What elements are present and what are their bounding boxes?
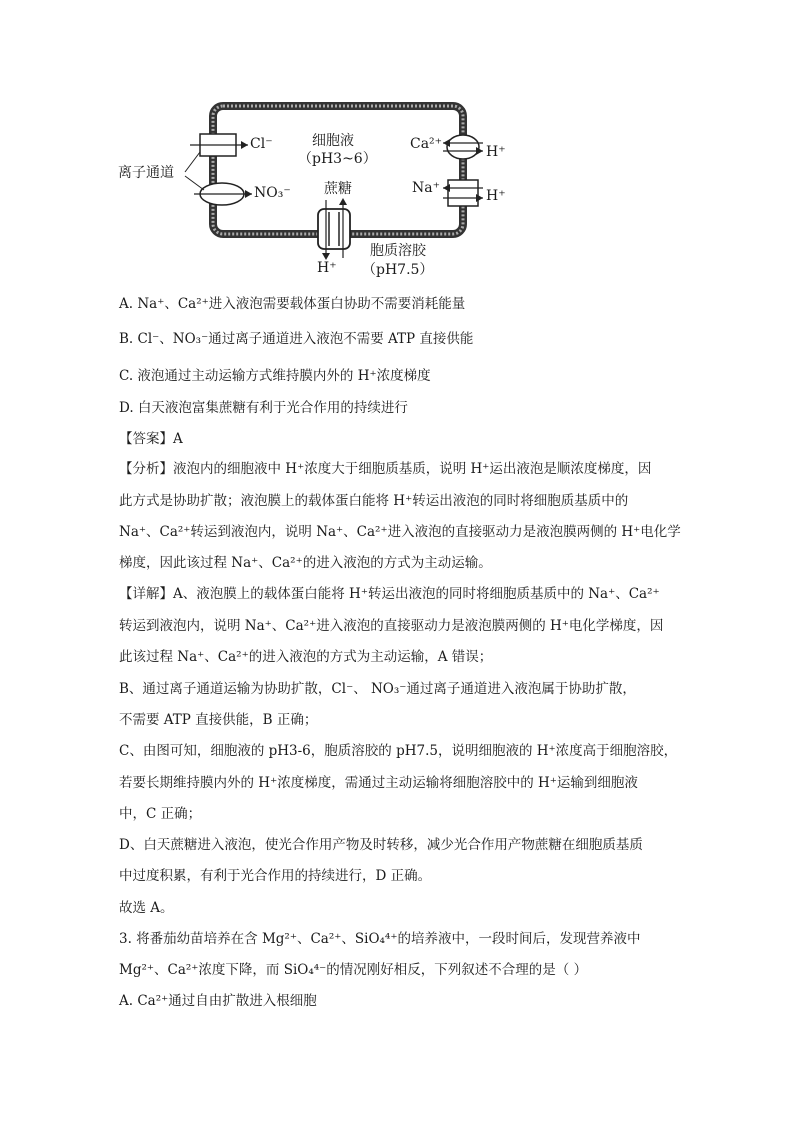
vacuole-transport-diagram: [100, 92, 540, 282]
option-c: C. 液泡通过主动运输方式维持膜内外的 H⁺浓度梯度: [119, 368, 431, 384]
detail-line: 故选 A。: [119, 900, 174, 916]
sucrose-h-transporter: [318, 198, 350, 260]
cytosol-label: 胞质溶胶: [370, 243, 426, 259]
analysis-line: 梯度，因此该过程 Na⁺、Ca²⁺的进入液泡的方式为主动运输。: [119, 555, 492, 571]
cl-ion-label: Cl⁻: [250, 136, 273, 152]
sucrose-label: 蔗糖: [324, 181, 352, 197]
detail-line: 中，C 正确；: [119, 806, 202, 822]
option-b: B. Cl⁻、NO₃⁻通过离子通道进入液泡不需要 ATP 直接供能: [119, 331, 474, 347]
h-ion-label-top: H⁺: [486, 144, 506, 160]
no3-ion-label: NO₃⁻: [254, 185, 291, 201]
question-3-stem: 3. 将番茄幼苗培养在含 Mg²⁺、Ca²⁺、SiO₄⁴⁺的培养液中，一段时间后，发现营养液中: [119, 931, 641, 947]
detail-line: 中过度积累，有利于光合作用的持续进行，D 正确。: [119, 868, 432, 884]
no3-channel: [194, 183, 252, 205]
detail-line: 【详解】A、液泡膜上的载体蛋白能将 H⁺转运出液泡的同时将细胞质基质中的 Na⁺、Ca²⁺: [119, 586, 660, 602]
answer-line: 【答案】A: [119, 431, 183, 447]
cell-sap-label: 细胞液: [312, 133, 354, 149]
cell-sap-ph-label: （pH3~6）: [298, 151, 377, 167]
question-3-stem: Mg²⁺、Ca²⁺浓度下降，而 SiO₄⁴⁻的情况刚好相反，下列叙述不合理的是（ ）: [119, 962, 588, 978]
detail-line: 此该过程 Na⁺、Ca²⁺的进入液泡的方式为主动运输，A 错误；: [119, 649, 493, 665]
cytosol-ph-label: （pH7.5）: [362, 262, 434, 278]
ca-ion-label: Ca²⁺: [410, 136, 443, 152]
cl-channel: [190, 134, 248, 156]
detail-line: 若要长期维持膜内外的 H⁺浓度梯度，需通过主动运输将细胞溶胶中的 H⁺运输到细胞液: [119, 775, 638, 791]
option-d: D. 白天液泡富集蔗糖有利于光合作用的持续进行: [119, 400, 408, 416]
analysis-line: Na⁺、Ca²⁺转运到液泡内，说明 Na⁺、Ca²⁺进入液泡的直接驱动力是液泡膜两侧的 H⁺电化学: [119, 524, 681, 540]
pointer-line-no3: [185, 176, 204, 190]
detail-line: C、由图可知，细胞液的 pH3-6，胞质溶胶的 pH7.5，说明细胞液的 H⁺浓度高于细胞溶胶，: [119, 743, 678, 759]
detail-line: 不需要 ATP 直接供能，B 正确；: [119, 712, 318, 728]
diagram-drawing: [100, 92, 540, 282]
h-ion-label-bottom: H⁺: [317, 260, 337, 276]
na-ion-label: Na⁺: [412, 180, 440, 196]
h-ion-label-mid: H⁺: [486, 188, 506, 204]
ion-channel-label: 离子通道: [118, 165, 174, 181]
analysis-line: 【分析】液泡内的细胞液中 H⁺浓度大于细胞质基质，说明 H⁺运出液泡是顺浓度梯度，因: [119, 461, 652, 477]
ca-h-antiporter: [443, 135, 483, 159]
question-3-option-a: A. Ca²⁺通过自由扩散进入根细胞: [119, 993, 317, 1009]
detail-line: 转运到液泡内，说明 Na⁺、Ca²⁺进入液泡的直接驱动力是液泡膜两侧的 H⁺电化学梯度，因: [119, 618, 664, 634]
analysis-line: 此方式是协助扩散；液泡膜上的载体蛋白能将 H⁺转运出液泡的同时将细胞质基质中的: [119, 493, 629, 509]
pointer-line-cl: [185, 152, 200, 172]
detail-line: D、白天蔗糖进入液泡，使光合作用产物及时转移，减少光合作用产物蔗糖在细胞质基质: [119, 837, 643, 853]
option-a: A. Na⁺、Ca²⁺进入液泡需要载体蛋白协助不需要消耗能量: [119, 296, 466, 312]
detail-line: B、通过离子通道运输为协助扩散，Cl⁻、 NO₃⁻通过离子通道进入液泡属于协助扩散，: [119, 681, 636, 697]
na-h-antiporter: [443, 180, 483, 206]
